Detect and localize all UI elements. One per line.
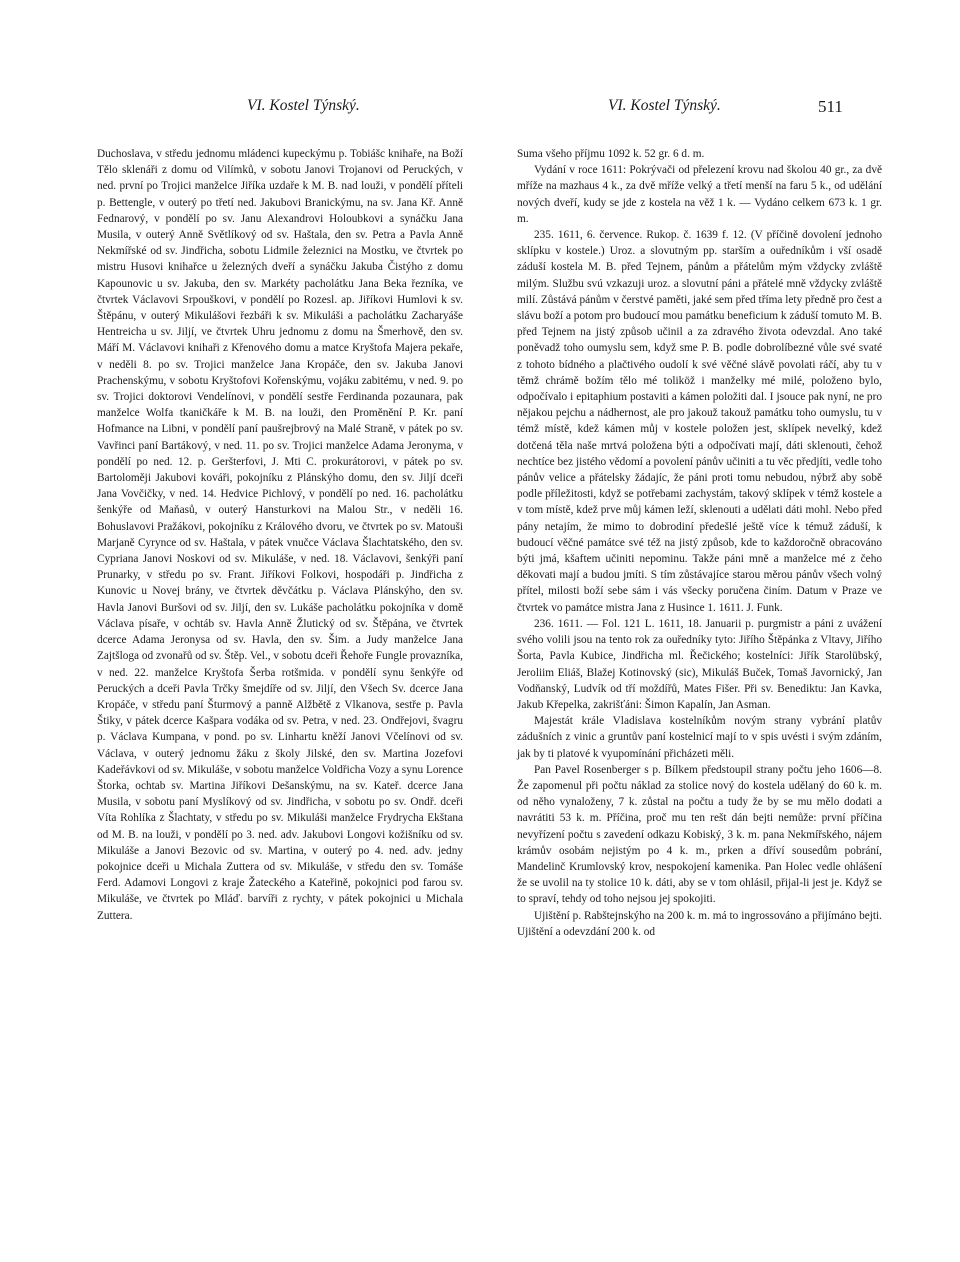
right-column xyxy=(517,146,882,940)
page-number: 511 xyxy=(818,97,843,116)
entry-235: 235. 1611, 6. července. Rukop. č. 1639 f. 12. (V příčině dovolení jednoho sklípku v kostele.) Uroz. a slovutným pp. starším a ouředníkům i vší osadě záduší kostela M. B. před Tejnem, pánům a přátelům mým vždycky zvláště milým. Službu svú vzkazuji uroz. a slovutní páni a přátelé mně vždycky zvláště milí. Zůstává pánům v čerstvé paměti, jaké sem před třímа lety předně pro čest a slávu boží a potom pro budoucí mou památku beneficium k záduší tomuto M. B. před Tejnem na jistý způsob učinil a za zdravého života odevzdal. Ano také poněvadž toho oumyslu sem, když sme P. B. podle dobrolíbezné vůle své svaté z tohoto bídného a plačtivého oudolí k své věčné slávě povolati ráčí, aby tu v těmž chrámě božím tělo mé toliköž i manželky mé milé, položeno bylo, odpočívalo i epitaphium postaviti a kámen položiti dal. I jsouce pak nyní, ne pro nějakou pejchu a nádhernost, ale pro jakouž takouž památku toho oumyslu, tu v témž místě, kdež kámen můj v kostele položen jest, sklípek nevelký, kdež dotčená těla naše mrtvá položena býti a odpočívati mají, dáti sklenouti, čehož nechtíce bez jistého vědomí a povolení pánův učiniti a tu věc předjíti, vedle toho pánův velice a přátelsky žádajíc, že páni proti tomu nebudou, nýbrž aby sobě podle příležitosti, když se potřebami zachystám, takový sklípek v témž kostele a v tom místě, kdež prve můj kámen leží, sklenouti a udělati dáti mohl. Nebo před pány netajím, že mimo to dobrodiní předešlé ještě více k témuž záduší, k budoucí věčné památce své též na jistý způsob, kde to každoročně obracováno býti jmá, kšaftem učiniti nepominu. Takže páni mně a manželce mé z čeho děkovati mají a budou jmíti. S tím zůstávajíce starou měrou pánův všech volný přítel, milosti boží sebe sám i vás všecky poručena činím. Datum v Praze ve čtvrtek vo památce mistra Jana z Husince 1. 1611. J. Funk. xyxy=(517,229,882,614)
expenses-paragraph: Vydání v roce 1611: Pokrývači od přelezení krovu nad školou 40 gr., za dvě mříže na mazhaus 4 k., za dvě mříže velký a třetí menší na faru 5 k., od udělání nových dveří, kudy se jde z kostela na věž 1 k. — Vydáno celkem 673 k. 1 gr. m. xyxy=(517,164,882,225)
rosenberger-paragraph: Pan Pavel Rosenberger s p. Bílkem předstoupil strany počtu jeho 1606—8. Že zapomenul při počtu náklad za stolice nový do kostela udělaný do 60 k. m. od něho vynaloženy, 7 k. zůstal na počtu a tudy že by se mu mělo dodati a navrátiti 53 k. m. Příčina, proč mu ten rešt dán bejti nemůže: první příčina nevyřízení počtu s zavedení odkazu Kobiský, 3 k. m. pana Nekmířského, nájem krámův osobám nejistým po 4 k. m., prken a dříví sousedům pobrání, Mandelinč Krumlovský krov, nespokojení kamenika. Pan Holec vedle ohlášení že se uvolil na ty stolice 10 k. dáti, aby se v tom ohlásil, přijal-li jest je. Když se to spraví, tehdy od toho nejsou jej spokojiti. xyxy=(517,763,882,906)
right-running-title: VI. Kostel Týnský. xyxy=(608,97,721,114)
left-paragraph: Duchoslava, v středu jednomu mládenci kupeckýmu p. Tobiášc knihaře, na Boží Tělo sklenáři z domu od Vilímků, v sobotu Janovi Trojanovi od Peruckých, v ned. první po Trojici manželce Jiříka uzdaře k M. B. nad louži, v pondělí příteli p. Bettengle, v outerý po třetí ned. Jakubovi Branickýmu, na sv. Jana Kř. Anně Fednarový, v pondělí po sv. Janu Alexandrovi Holoubkovi a synáčku Jana Musila, v outerý Anně Světlíkový od sv. Haštala, den sv. Petra a Pavla Anně Nekmířské od sv. Jindřicha, sobotu Lidmile železnici na Mostku, ve čtvrtek po mistru Husovi knihařce u železných dveří a synáčku Jakuba Čistýho z domu Kapounovic u sv. Jakuba, den sv. Markéty pacholátku Jana Beka řezníka, ve čtvrtek Václavovi Srpouškovi, v pondělí po Rozesl. ap. Jiříkovi Humlovi k sv. Štěpánu, v outerý Mikulášovi řezbáři k sv. Mikuláši a pacholátku Zacharyáše Hentreicha u sv. Jiljí, ve čtvrtek Uhru jednomu z domu na Šmerhově, den sv. Máří M. Václavovi knihaři z Křenového domu a matce Kryštofa Majera pekaře, v neděli 8. po sv. Trojici manželce Jana Kropáče, den sv. Jakuba Janovi Prachenskýmu, v sobotu Kryštofovi Kořenskýmu, vojáku zabitému, v ned. 9. po sv. Trojici doktorovi Vendelínovi, v pondělí sestře Ferdinanda pozaunara, pak manželce Wolfa tkaničkáře k M. B. na louži, den Proměnění P. Kr. paní Hofmance na Libni, v pondělí paní paušrejbrový na Malé Straně, v pátek po sv. Vavřinci paní Bartákový, v ned. 11. po sv. Trojici manželce Adama Jeronyma, v pondělí po ned. 12. p. Geršterfovi, J. Mti C. prokurátorovi, v pátek po sv. Bartoloměji Jakubovi kováři, pokojníku z Plánskýho domu, den sv. Jiljí dceři Jana Vovčičky, v ned. 14. Hedvice Pichlový, v pondělí po ned. 16. pacholátku šenkýře od Maňasů, v outerý Hansturkovi na Malou Str., v neděli 16. Bohuslavovi Pražákovi, pokojníku z Králového dvoru, ve čtvrtek po sv. Matouši Marjaně Cyrynce od sv. Haštala, v pátek vnučce Václava Šlachtatského, den sv. Cypriana Janovi Noskovi od sv. Mikuláše, v ned. 18. Václavovi, šenkýři paní Prunarky, v středu po sv. Frant. Jiříkovi Folkovi, hospodáři p. Jindřicha z Kunovic u Novej brány, ve čtvrtek děvčátku p. Václava Plánskýho, den sv. Havla Janovi Buršovi od sv. Jiljí, den sv. Lukáše pacholátku pokojníka v domě Václava písaře, v ochtáb sv. Havla Anně Žlutický od sv. Štěpána, ve čtvrtek dcerce Adama Jeronysa od sv. Havla, den sv. Šim. a Judy manželce Jana Zajtšloga od zvonařů od sv. Štěp. Vel., v sobotu dceři Řehoře Fungle provazníka, v ned. 22. manželce Kryštofa Šerba rotšmida. v pondělí synu šenkýře od Peruckých a dceři Pavla Trčky šmejdíře od sv. Jiljí, den Všech Sv. dcerce Jana Kropáče, v středu paní Šturmový a panně Alžbětě z Vlkanova, sestře p. Pavla Štiky, v pátek dcerce Kašpara vodáka od sv. Petra, v ned. 23. Ondřejovi, švagru p. Václava Kumpana, v pond. po sv. Linhartu kněží Janovi Včelínovi od sv. Václava, v outerý jednomu žáku z školy Jilské, den sv. Martina Jozefovi Kadeřávkovi od sv. Mikuláše, v sobotu manželce Voldřicha Vozy a synu Lorence Štorka, ochtab sv. Martina Jiříkovi Dešanskýmu, na sv. Kateř. dcerce Jana Musila, v sobotu paní Myslíkový od sv. Jindřicha, v sobotu po sv. Ondř. dceři Víta Rohlíka z Šlachtaty, v středu po sv. Mikuláši manželce Frydrycha Ekštana od M. B. na louži, v pondělí po 3. ned. adv. Jakubovi Longovi kožišníku od sv. Mikuláše a Janovi Bezovic od sv. Martina, v outerý po 4. ned. adv. jedny pokojnice dceři u Michala Zuttera od sv. Mikuláše, v středu den sv. Tomáše Ferd. Adamovi Longovi z kraje Žateckého a Kateřině, pokojnici pod farou sv. Mikuláše, ve čtvrtek po Mláď. barvíři z rychty, v pátek pokojnici u Michala Zuttera. xyxy=(97,148,463,922)
running-header xyxy=(0,97,960,123)
income-total: Suma všeho příjmu 1092 k. 52 gr. 6 d. m. xyxy=(517,148,705,160)
entry-236: 236. 1611. — Fol. 121 L. 1611, 18. Januarii p. purgmistr a páni z uvážení svého volili jsou na tento rok za ouředníky tyto: Jiřího Štěpánka z Vltavy, Jiřího Šorta, Pavla Kubice, Jindřicha ml. Řečického; kostelníci: Jiřík Starolübský, Jeroliim Eliáš, Blažej Kotinovský (sic), Mikuláš Buček, Tomaš Javornický, Jan Vodňanský, Ludvík od tří moždířů, Mates Fišer. Při sv. Benediktu: Jan Kavka, Jakub Křepelka, zakrišťáni: Šimon Kapalín, Jan Asman. xyxy=(517,617,882,711)
left-running-title: VI. Kostel Týnský. xyxy=(247,97,360,114)
rabstejnsky-paragraph: Ujištění p. Rabštejnskýho na 200 k. m. má to ingrossováno a přijímáno bejti. Ujištění a odevzdání 200 k. od xyxy=(517,909,882,938)
majestat-paragraph: Majestát krále Vladislava kostelníkům novým strany vybrání platův zádušních z vinic a gruntův paní kostelnicí mají to v spis uvésti i svým zdáním, jak by ti platové k vyupomínání přicházeti měli. xyxy=(517,715,882,760)
left-column xyxy=(97,146,463,924)
